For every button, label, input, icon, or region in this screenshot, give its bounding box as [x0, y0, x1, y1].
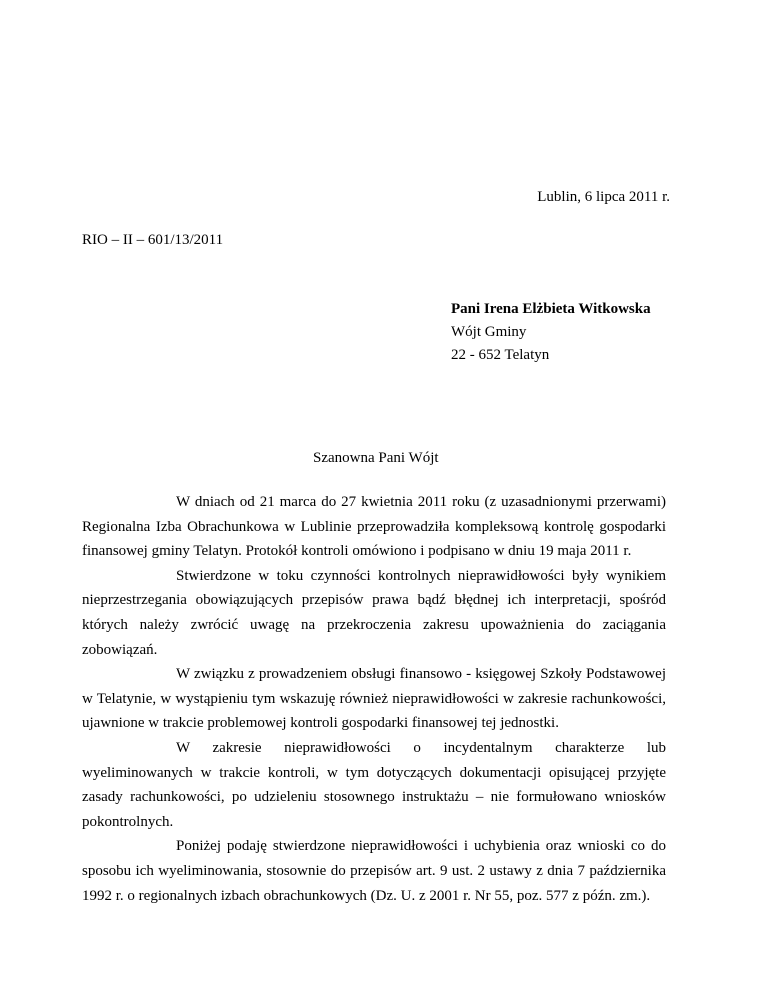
body-paragraph: W dniach od 21 marca do 27 kwietnia 2011 roku (z uzasadnionymi przerwami) Regionalna Izba Obrachunkowa w Lublinie przeprowadziła kompleksową kontrolę gospodarki finansowej gminy Telatyn. Protokół kontroli omówiono i podpisano w dniu 19 maja 2011 r. [82, 494, 666, 560]
body-paragraph: Poniżej podaję stwierdzone nieprawidłowości i uchybienia oraz wnioski co do sposobu ich wyeliminowania, stosownie do przepisów art. 9 ust. 2 ustawy z dnia 7 października 1992 r. o regionalnych izbach obrachunkowych (Dz. U. z 2001 r. Nr 55, poz. 577 z późn. zm.). [82, 838, 666, 904]
body-paragraph: Stwierdzone w toku czynności kontrolnych nieprawidłowości były wynikiem nieprzestrzegania obowiązujących przepisów prawa bądź błędnej ich interpretacji, spośród których należy zwrócić uwagę na przekroczenia zakresu upoważnienia do zaciągania zobowiązań. [82, 567, 666, 658]
body-paragraph: W zakresie nieprawidłowości o incydentalnym charakterze lub wyeliminowanych w trakcie kontroli, w tym dotyczących dokumentacji opisującej przyjęte zasady rachunkowości, po udzieleniu stosownego instruktażu – nie formułowano wniosków pokontrolnych. [82, 739, 666, 830]
recipient-title: Wójt Gminy [451, 324, 527, 340]
recipient-address: 22 - 652 Telatyn [451, 347, 550, 363]
letter-date: Lublin, 6 lipca 2011 r. [537, 189, 670, 205]
salutation: Szanowna Pani Wójt [313, 450, 439, 466]
recipient-block [451, 298, 651, 367]
recipient-name: Pani Irena Elżbieta Witkowska [451, 301, 651, 317]
body-paragraph: W związku z prowadzeniem obsługi finansowo - księgowej Szkoły Podstawowej w Telatynie, w wystąpieniu tym wskazuję również nieprawidłowości w zakresie rachunkowości, ujawnione w trakcie problemowej kontroli gospodarki finansowej tej jednostki. [82, 666, 666, 732]
reference-number: RIO – II – 601/13/2011 [82, 232, 224, 248]
letter-body [82, 490, 666, 908]
